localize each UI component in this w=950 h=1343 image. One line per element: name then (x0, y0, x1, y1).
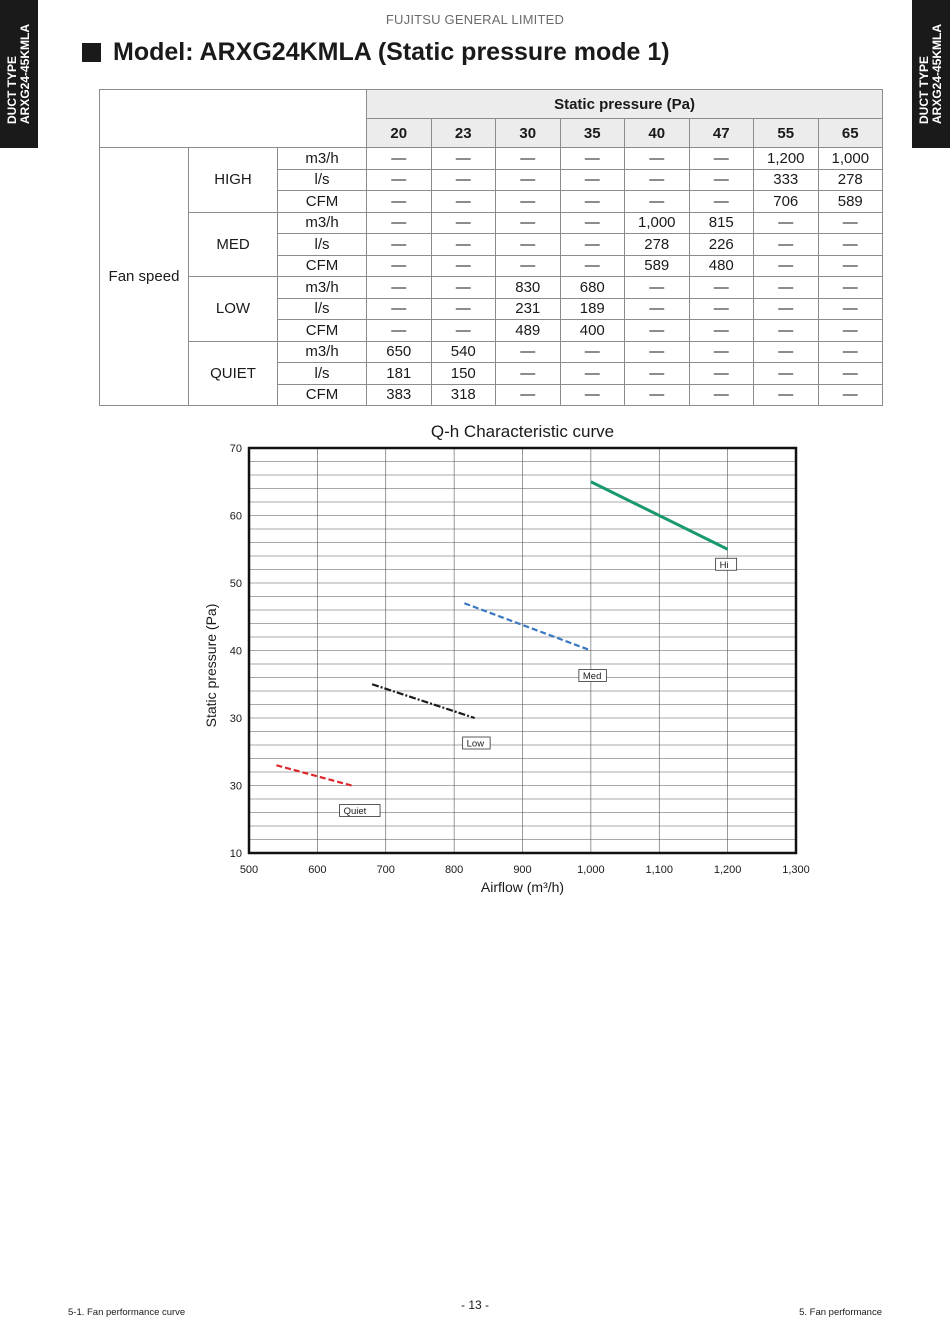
page-number: - 13 - (460, 1298, 489, 1312)
value-cell: — (818, 384, 883, 406)
value-cell: — (754, 277, 819, 299)
speed-name-cell: HIGH (189, 148, 278, 213)
side-tab-left-text (6, 24, 32, 124)
value-cell: — (367, 298, 432, 320)
value-cell: 383 (367, 384, 432, 406)
value-cell: 231 (496, 298, 561, 320)
value-cell: — (689, 341, 754, 363)
value-cell: — (818, 212, 883, 234)
value-cell: — (560, 212, 625, 234)
value-cell: — (496, 191, 561, 213)
unit-cell: CFM (278, 384, 367, 406)
value-cell: — (431, 212, 496, 234)
value-cell: — (560, 191, 625, 213)
pressure-column-header: 30 (496, 119, 561, 148)
value-cell: — (625, 320, 690, 342)
pressure-column-header: 23 (431, 119, 496, 148)
series-label: Low (466, 738, 485, 750)
pressure-column-header: 65 (818, 119, 883, 148)
x-tick-label: 800 (444, 864, 464, 876)
value-cell: — (560, 234, 625, 256)
x-tick-label: 700 (376, 864, 395, 876)
value-cell: — (625, 191, 690, 213)
value-cell: — (689, 191, 754, 213)
value-cell: — (431, 255, 496, 277)
value-cell: 1,000 (818, 148, 883, 170)
value-cell: — (625, 277, 690, 299)
qh-chart (0, 415, 950, 905)
value-cell: 189 (560, 298, 625, 320)
series-line-low (372, 684, 475, 718)
page-title-text: Model: ARXG24KMLA (Static pressure mode 1) (113, 38, 670, 66)
value-cell: — (689, 384, 754, 406)
side-tab-line2: ARXG24-45KMLA (18, 23, 32, 125)
value-cell: — (754, 320, 819, 342)
unit-cell: CFM (278, 255, 367, 277)
value-cell: — (754, 212, 819, 234)
y-tick-label: 60 (229, 510, 242, 523)
value-cell: 400 (560, 320, 625, 342)
value-cell: — (689, 298, 754, 320)
value-cell: — (496, 234, 561, 256)
value-cell: — (431, 277, 496, 299)
value-cell: 589 (625, 255, 690, 277)
value-cell: — (818, 341, 883, 363)
value-cell: — (496, 341, 561, 363)
side-tab-right-text (918, 24, 944, 124)
side-tab-line1: DUCT TYPE (5, 56, 19, 125)
value-cell: 150 (431, 363, 496, 385)
y-tick-label: 40 (229, 645, 242, 658)
table-row (100, 341, 883, 363)
value-cell: — (818, 255, 883, 277)
value-cell: — (689, 277, 754, 299)
value-cell: 333 (754, 169, 819, 191)
value-cell: — (560, 363, 625, 385)
table-row (100, 212, 883, 234)
footer-chapter-label: 5. Fan performance (799, 1307, 882, 1318)
page-title (82, 38, 670, 67)
value-cell: — (367, 212, 432, 234)
value-cell: — (754, 363, 819, 385)
value-cell: — (496, 384, 561, 406)
table-corner (100, 90, 367, 148)
unit-cell: m3/h (278, 212, 367, 234)
x-tick-label: 1,200 (713, 864, 742, 876)
series-line-med (464, 603, 590, 650)
value-cell: 226 (689, 234, 754, 256)
value-cell: — (367, 320, 432, 342)
value-cell: 815 (689, 212, 754, 234)
value-cell: — (625, 363, 690, 385)
value-cell: — (367, 169, 432, 191)
x-tick-label: 500 (239, 864, 259, 876)
y-tick-label: 10 (229, 848, 242, 860)
value-cell: — (496, 363, 561, 385)
value-cell: — (625, 169, 690, 191)
value-cell: — (818, 234, 883, 256)
unit-cell: m3/h (278, 148, 367, 170)
side-tab-line2: ARXG24-45KMLA (930, 23, 944, 125)
value-cell: — (496, 255, 561, 277)
value-cell: 278 (818, 169, 883, 191)
value-cell: — (560, 148, 625, 170)
unit-cell: CFM (278, 320, 367, 342)
value-cell: — (367, 191, 432, 213)
value-cell: 489 (496, 320, 561, 342)
value-cell: 680 (560, 277, 625, 299)
y-tick-label: 70 (229, 443, 242, 455)
value-cell: — (496, 148, 561, 170)
series-label: Quiet (343, 806, 367, 817)
unit-cell: CFM (278, 191, 367, 213)
table-row (100, 148, 883, 170)
value-cell: — (496, 212, 561, 234)
pressure-column-header: 20 (367, 119, 432, 148)
value-cell: 181 (367, 363, 432, 385)
unit-cell: l/s (278, 363, 367, 385)
y-tick-label: 50 (229, 578, 242, 590)
value-cell: 1,000 (625, 212, 690, 234)
value-cell: — (560, 169, 625, 191)
value-cell: — (689, 320, 754, 342)
fan-speed-label: Fan speed (100, 148, 189, 406)
value-cell: — (754, 255, 819, 277)
x-tick-label: 1,300 (782, 864, 810, 876)
pressure-column-header: 35 (560, 119, 625, 148)
unit-cell: l/s (278, 169, 367, 191)
side-tab-line1: DUCT TYPE (917, 56, 931, 125)
series-label: Med (582, 671, 602, 682)
value-cell: — (818, 298, 883, 320)
qh-chart-svg (0, 415, 950, 905)
value-cell: — (818, 277, 883, 299)
unit-cell: l/s (278, 234, 367, 256)
unit-cell: l/s (278, 298, 367, 320)
value-cell: — (431, 234, 496, 256)
value-cell: — (625, 384, 690, 406)
value-cell: — (818, 363, 883, 385)
value-cell: — (431, 320, 496, 342)
value-cell: — (560, 255, 625, 277)
value-cell: — (496, 169, 561, 191)
speed-name-cell: LOW (189, 277, 278, 342)
value-cell: 1,200 (754, 148, 819, 170)
value-cell: — (754, 298, 819, 320)
x-tick-label: 600 (308, 864, 327, 876)
pressure-column-header: 40 (625, 119, 690, 148)
y-axis-label: Static pressure (Pa) (203, 603, 219, 728)
x-axis-label: Airflow (m³/h) (480, 879, 565, 895)
x-tick-label: 1,000 (577, 864, 605, 876)
value-cell: — (689, 363, 754, 385)
x-tick-label: 900 (513, 864, 532, 876)
value-cell: — (367, 234, 432, 256)
footer-section-label: 5-1. Fan performance curve (68, 1307, 186, 1318)
pressure-column-header: 47 (689, 119, 754, 148)
chart-title: Q-h Characteristic curve (430, 422, 615, 441)
x-tick-label: 1,100 (645, 864, 674, 876)
value-cell: 830 (496, 277, 561, 299)
value-cell: — (818, 320, 883, 342)
value-cell: — (367, 148, 432, 170)
value-cell: — (754, 341, 819, 363)
value-cell: — (625, 298, 690, 320)
black-square-icon (82, 43, 101, 62)
value-cell: — (367, 277, 432, 299)
value-cell: 318 (431, 384, 496, 406)
value-cell: — (625, 148, 690, 170)
series-label: Hi (719, 559, 729, 571)
pressure-column-header: 55 (754, 119, 819, 148)
unit-cell: m3/h (278, 277, 367, 299)
unit-cell: m3/h (278, 341, 367, 363)
speed-name-cell: MED (189, 212, 278, 277)
value-cell: — (431, 298, 496, 320)
table-row (100, 277, 883, 299)
value-cell: 278 (625, 234, 690, 256)
value-cell: — (689, 148, 754, 170)
fan-performance-table (99, 89, 883, 406)
series-line-quiet (276, 765, 351, 785)
value-cell: — (754, 234, 819, 256)
value-cell: — (560, 384, 625, 406)
value-cell: — (431, 169, 496, 191)
y-tick-label: 30 (229, 713, 242, 725)
value-cell: — (367, 255, 432, 277)
value-cell: 706 (754, 191, 819, 213)
value-cell: 589 (818, 191, 883, 213)
y-tick-label: 30 (229, 780, 242, 793)
value-cell: 650 (367, 341, 432, 363)
value-cell: — (560, 341, 625, 363)
value-cell: — (431, 148, 496, 170)
static-pressure-header: Static pressure (Pa) (367, 90, 883, 119)
value-cell: — (625, 341, 690, 363)
value-cell: — (754, 384, 819, 406)
value-cell: — (431, 191, 496, 213)
value-cell: 540 (431, 341, 496, 363)
company-header: FUJITSU GENERAL LIMITED (385, 12, 565, 27)
value-cell: — (689, 169, 754, 191)
speed-name-cell: QUIET (189, 341, 278, 406)
value-cell: 480 (689, 255, 754, 277)
